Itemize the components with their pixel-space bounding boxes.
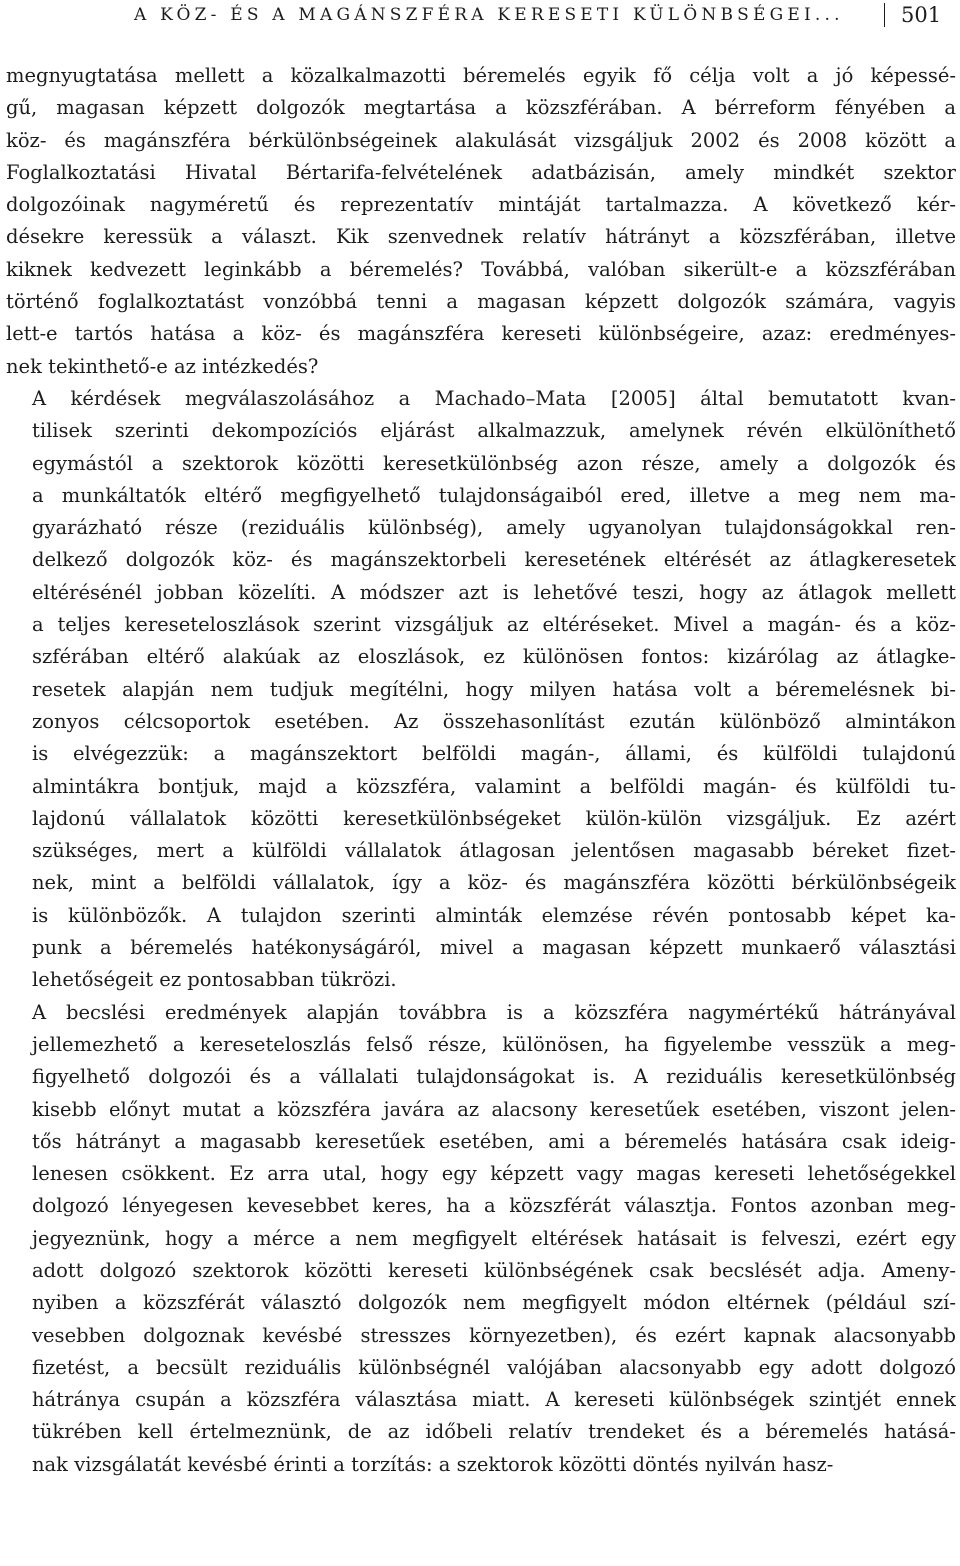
text-line: lehetőségeit ez pontosabban tükrözi. xyxy=(32,968,397,992)
text-line: tős hátrányt a magasabb keresetűek esetében, ami a béremelés hatására csak ideig- xyxy=(32,1129,956,1153)
text-line: gű, magasan képzett dolgozók megtartása a közszférában. A bérreform fényében a xyxy=(6,96,956,120)
text-line: megnyugtatása mellett a közalkalmazotti béremelés egyik fő célja volt a jó képessé- xyxy=(6,64,956,87)
text-line: lajdonú vállalatok közötti keresetkülönbségeket külön-külön vizsgáljuk. Ez azért xyxy=(32,806,956,830)
text-line: nek tekinthető-e az intézkedés? xyxy=(6,354,319,378)
text-line: A becslési eredmények alapján továbbra is a közszféra nagymértékű hátrányával xyxy=(32,1000,956,1024)
body-text xyxy=(6,60,956,1481)
text-line: is elvégezzük: a magánszektort belföldi magán-, állami, és külföldi tulajdonú xyxy=(32,742,956,766)
running-header xyxy=(0,0,960,34)
text-line: adott dolgozó szektorok közötti kereseti különbségének csak becslését adja. Ameny- xyxy=(32,1258,956,1282)
running-title: A KÖZ- ÉS A MAGÁNSZFÉRA KERESETI KÜLÖNBSÉGEI... xyxy=(134,5,844,25)
text-line: nek, mint a belföldi vállalatok, így a köz- és magánszféra közötti bérkülönbségeik xyxy=(32,871,956,895)
paragraph xyxy=(6,60,956,383)
text-line: désekre keressük a választ. Kik szenvednek relatív hátrányt a közszférában, illetve xyxy=(6,225,956,249)
text-line: történő foglalkoztatást vonzóbbá tenni a magasan képzett dolgozók számára, vagyis xyxy=(6,290,956,314)
text-line: hátránya csupán a közszféra választása miatt. A kereseti különbségek szintjét ennek xyxy=(32,1388,956,1412)
text-line: tükrében kell értelmeznünk, de az időbeli relatív trendeket és a béremelés hatásá- xyxy=(32,1420,956,1444)
text-line: a munkáltatók eltérő megfigyelhető tulajdonságaiból ered, illetve a meg nem ma- xyxy=(32,483,956,507)
text-line: delkező dolgozók köz- és magánszektorbeli keresetének eltérését az átlagkeresetek xyxy=(32,548,956,572)
text-line: dolgozóinak nagyméretű és reprezentatív mintáját tartalmazza. A következő kér- xyxy=(6,193,956,217)
text-line: nyiben a közszférát választó dolgozók nem megfigyelt módon eltérnek (például szí- xyxy=(32,1291,956,1315)
text-line: figyelhető dolgozói és a vállalati tulajdonságokat is. A reziduális keresetkülönbség xyxy=(32,1065,956,1089)
text-line: egymástól a szektorok közötti keresetkülönbség azon része, amely a dolgozók és xyxy=(32,451,956,475)
paragraph xyxy=(6,383,956,997)
text-line: Foglalkoztatási Hivatal Bértarifa-felvételének adatbázisán, amely mindkét szektor xyxy=(6,160,956,184)
text-line: tilisek szerinti dekompozíciós eljárást alkalmazzuk, amelynek révén elkülöníthető xyxy=(32,419,956,443)
text-line: kiknek kedvezett leginkább a béremelés? Továbbá, valóban sikerült-e a közszférában xyxy=(6,257,956,281)
text-line: gyarázható része (reziduális különbség), amely ugyanolyan tulajdonságokkal ren- xyxy=(32,516,956,540)
text-line: fizetést, a becsült reziduális különbségnél valójában alacsonyabb egy adott dolgozó xyxy=(32,1355,956,1379)
text-line: A kérdések megválaszolásához a Machado–Mata [2005] által bemutatott kvan- xyxy=(32,386,956,410)
text-line: resetek alapján nem tudjuk megítélni, hogy milyen hatása volt a béremelésnek bi- xyxy=(32,677,956,701)
paragraph xyxy=(6,997,956,1481)
text-line: a teljes kereseteloszlások szerint vizsgáljuk az eltéréseket. Mivel a magán- és a köz- xyxy=(32,613,956,637)
text-line: vesebben dolgoznak kevésbé stresszes környezetben), és ezért kapnak alacsonyabb xyxy=(32,1323,956,1347)
text-line: lett-e tartós hatása a köz- és magánszféra kereseti különbségeire, azaz: eredményes- xyxy=(6,322,956,346)
text-line: punk a béremelés hatékonyságáról, mivel a magasan képzett munkaerő választási xyxy=(32,936,956,960)
page-number: 501 xyxy=(901,3,942,27)
text-line: nak vizsgálatát kevésbé érinti a torzítás: a szektorok közötti döntés nyilván hasz- xyxy=(32,1452,834,1476)
text-line: eltérésénél jobban közelíti. A módszer azt is lehetővé teszi, hogy az átlagok mellett xyxy=(32,580,956,604)
text-line: almintákra bontjuk, majd a közszféra, valamint a belföldi magán- és külföldi tu- xyxy=(32,774,956,798)
header-divider xyxy=(884,3,885,27)
text-line: is különbözők. A tulajdon szerinti alminták elemzése révén pontosabb képet ka- xyxy=(32,903,956,927)
text-line: dolgozó lényegesen kevesebbet keres, ha a közszférát választja. Fontos azonban meg- xyxy=(32,1194,956,1218)
text-line: kisebb előnyt mutat a közszféra javára az alacsony keresetűek esetében, viszont jelen- xyxy=(32,1097,956,1121)
text-line: köz- és magánszféra bérkülönbségeinek alakulását vizsgáljuk 2002 és 2008 között a xyxy=(6,128,956,152)
text-line: szükséges, mert a külföldi vállalatok átlagosan jelentősen magasabb béreket fizet- xyxy=(32,839,956,863)
text-line: jegyeznünk, hogy a mérce a nem megfigyelt eltérések hatásait is felveszi, ezért egy xyxy=(32,1226,956,1250)
text-line: szférában eltérő alakúak az eloszlások, ez különösen fontos: kizárólag az átlagke- xyxy=(32,645,956,669)
text-line: lenesen csökkent. Ez arra utal, hogy egy képzett vagy magas kereseti lehetőségekkel xyxy=(32,1162,956,1186)
text-line: zonyos célcsoportok esetében. Az összehasonlítást ezután különböző almintákon xyxy=(32,709,956,733)
text-line: jellemezhető a kereseteloszlás felső része, különösen, ha figyelembe vesszük a meg- xyxy=(32,1032,956,1056)
